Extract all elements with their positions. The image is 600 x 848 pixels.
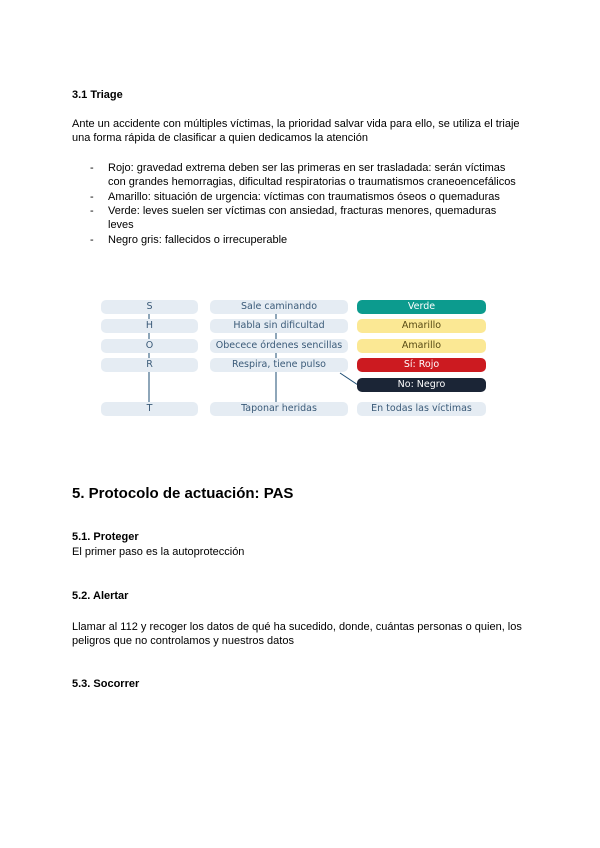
- bullet-text-line1: Amarillo: situación de urgencia: víctimas con traumatismos óseos o quemaduras: [108, 191, 500, 203]
- triage-heading: 3.1 Triage: [72, 89, 123, 101]
- criterion-obedece: Obecece órdenes sencillas: [210, 339, 348, 353]
- triage-intro-line2: una forma rápida de clasificar a quien dedicamos la atención: [72, 132, 368, 144]
- proteger-heading: 5.1. Proteger: [72, 531, 139, 543]
- short-letter-h: H: [101, 319, 198, 333]
- pas-heading: 5. Protocolo de actuación: PAS: [72, 485, 294, 502]
- result-si-rojo: Sí: Rojo: [357, 358, 486, 372]
- criterion-habla: Habla sin dificultad: [210, 319, 348, 333]
- bullet-dash: -: [90, 191, 94, 203]
- result-amarillo-1: Amarillo: [357, 319, 486, 333]
- criterion-sale-caminando: Sale caminando: [210, 300, 348, 314]
- alertar-heading: 5.2. Alertar: [72, 590, 129, 602]
- bullet-text-line1: Rojo: gravedad extrema deben ser las primeras en ser trasladada: serán víctimas: [108, 162, 506, 174]
- result-amarillo-2: Amarillo: [357, 339, 486, 353]
- triage-intro-line1: Ante un accidente con múltiples víctimas, la prioridad salvar vida para ello, se utiliza el triaje: [72, 118, 520, 130]
- alertar-text-line1: Llamar al 112 y recoger los datos de qué ha sucedido, donde, cuántas personas o quien, los: [72, 621, 522, 633]
- short-letter-o: O: [101, 339, 198, 353]
- result-verde: Verde: [357, 300, 486, 314]
- result-todas-victimas: En todas las víctimas: [357, 402, 486, 416]
- proteger-text: El primer paso es la autoprotección: [72, 546, 245, 558]
- short-letter-t: T: [101, 402, 198, 416]
- bullet-text-line1: Negro gris: fallecidos o irrecuperable: [108, 234, 288, 246]
- criterion-taponar: Taponar heridas: [210, 402, 348, 416]
- bullet-dash: -: [90, 205, 94, 217]
- short-letter-s: S: [101, 300, 198, 314]
- short-letter-r: R: [101, 358, 198, 372]
- criterion-respira: Respira, tiene pulso: [210, 358, 348, 372]
- alertar-text-line2: peligros que no controlamos y nuestros datos: [72, 635, 294, 647]
- result-no-negro: No: Negro: [357, 378, 486, 392]
- bullet-dash: -: [90, 162, 94, 174]
- bullet-dash: -: [90, 234, 94, 246]
- bullet-text-line2: con grandes hemorragias, dificultad respiratorias o traumatismos craneoencefálicos: [108, 176, 516, 188]
- socorrer-heading: 5.3. Socorrer: [72, 678, 140, 690]
- bullet-text-line2: leves: [108, 219, 134, 231]
- bullet-text-line1: Verde: leves suelen ser víctimas con ansiedad, fracturas menores, quemaduras: [108, 205, 497, 217]
